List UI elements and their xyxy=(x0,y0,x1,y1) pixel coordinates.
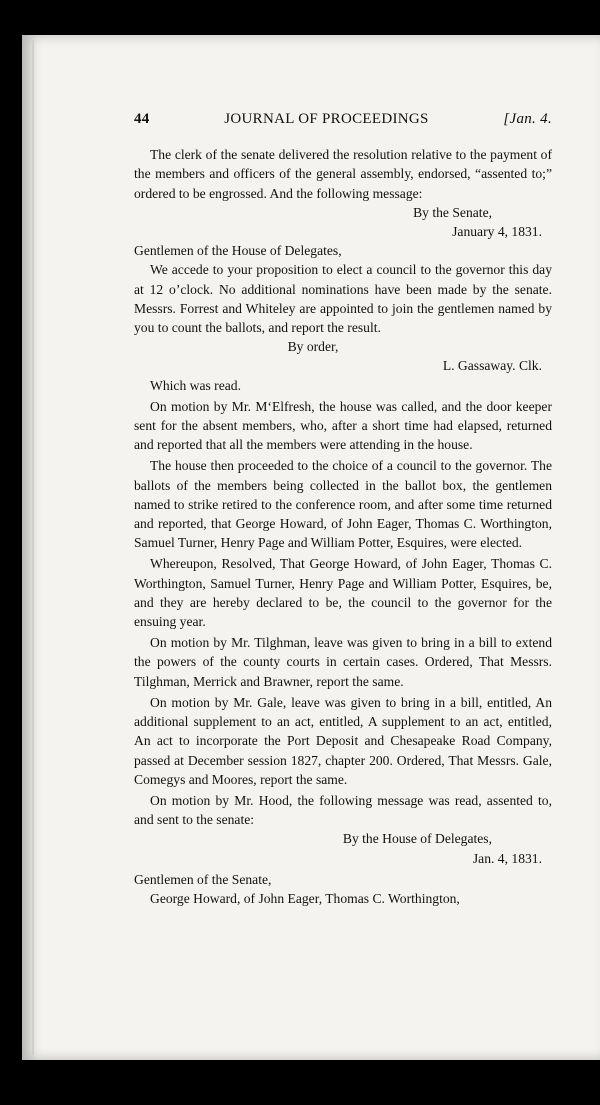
senate-message-date: January 4, 1831. xyxy=(452,224,542,240)
house-message-date: Jan. 4, 1831. xyxy=(472,850,542,866)
paragraph-resolved: Whereupon, Resolved, That George Howard, of John Eager, Thomas C. Worthington, Samuel Turner, Henry Page and William Potter, Esquires, be, and they are hereby declared to be, the council to the governor for the ensuing year. xyxy=(134,556,552,630)
paragraph-motion-hood: On motion by Mr. Hood, the following message was read, assented to, and sent to the senate: xyxy=(134,792,552,828)
house-message-salutation: Gentlemen of the Senate, xyxy=(134,871,272,887)
page-content xyxy=(134,110,552,908)
header-date: [Jan. 4. xyxy=(503,111,552,127)
page-number: 44 xyxy=(134,111,150,127)
house-message-from: By the House of Delegates, xyxy=(342,831,492,847)
paragraph-which-was-read: Which was read. xyxy=(150,377,241,393)
senate-message-by-order: By order, xyxy=(287,339,339,355)
paragraph-council-ballot: The house then proceeded to the choice of a council to the governor. The ballots of the members being collected in the ballot box, the gentlemen named to strike retired to the conference room, and after some time returned and reported, that George Howard, of John Eager, Thomas C. Worthington, Samuel Turner, Henry Page and William Potter, Esquires, were elected. xyxy=(134,458,552,551)
paragraph-motion-gale: On motion by Mr. Gale, leave was given to bring in a bill, entitled, An additional supplement to an act, entitled, A supplement to an act, entitled, An act to incorporate the Port Deposit and Chesapeake Road Company, passed at December session 1827, chapter 200. Ordered, That Messrs. Gale, Comegys and Moores, report the same. xyxy=(134,694,552,787)
house-message-text: George Howard, of John Eager, Thomas C. Worthington, xyxy=(150,890,460,906)
paragraph-motion-melfresh: On motion by Mr. M‘Elfresh, the house was called, and the door keeper sent for the absent members, who, after a short time had elapsed, returned and reported that all the members were attending in the house. xyxy=(134,398,552,453)
journal-title: JOURNAL OF PROCEEDINGS xyxy=(224,111,429,127)
senate-message-text: We accede to your proposition to elect a council to the governor this day at 12 o’clock. No additional nominations have been made by the senate. Messrs. Forrest and Whiteley are appointed to join the gentlemen named by you to count the ballots, and report the result. xyxy=(134,262,552,336)
senate-message-salutation: Gentlemen of the House of Delegates, xyxy=(134,243,342,259)
running-header xyxy=(134,110,552,129)
senate-message-from: By the Senate, xyxy=(413,204,492,220)
page-edge-line xyxy=(32,40,34,1055)
paragraph-clerk-resolution: The clerk of the senate delivered the resolution relative to the payment of the members and officers of the general assembly, endorsed, “assented to;” ordered to be engrossed. And the following message: xyxy=(134,147,552,201)
senate-message-signature: L. Gassaway. Clk. xyxy=(442,358,542,374)
paragraph-motion-tilghman: On motion by Mr. Tilghman, leave was given to bring in a bill to extend the powers of the county courts in certain cases. Ordered, That Messrs. Tilghman, Merrick and Brawner, report the same. xyxy=(134,635,552,689)
